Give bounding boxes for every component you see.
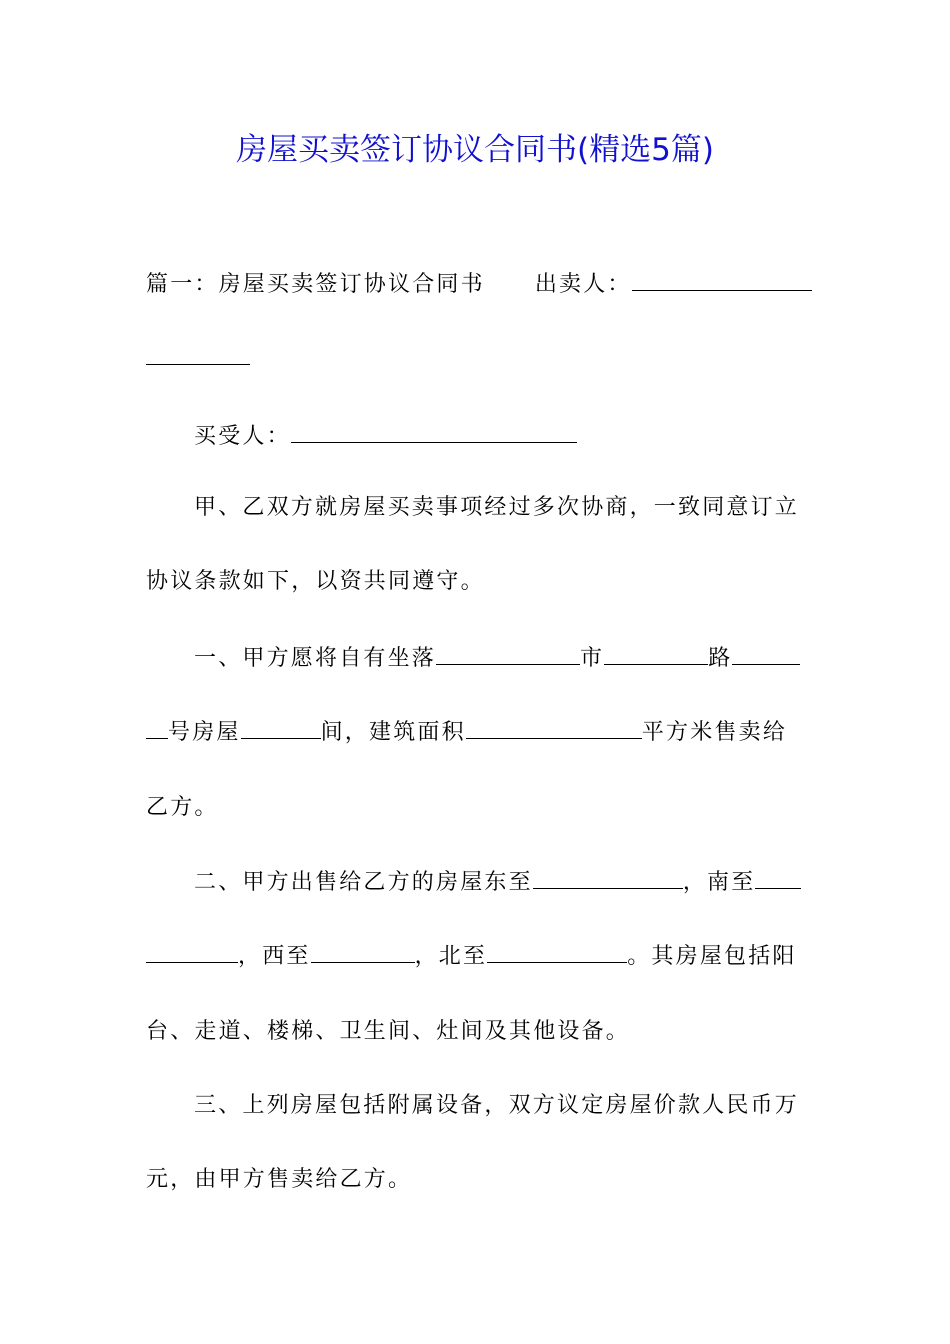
- seller-blank: [632, 268, 812, 291]
- buyer-label: 买受人：: [194, 424, 291, 449]
- section-heading: 篇一：房屋买卖签订协议合同书: [146, 272, 485, 297]
- section-heading-line: [146, 268, 812, 301]
- clause1-line-2: [146, 716, 787, 749]
- clause1-road: 路: [708, 646, 733, 671]
- blank-area: [466, 716, 642, 739]
- clause3-line-1: 三、上列房屋包括附属设备，双方议定房屋价款人民币万: [194, 1093, 800, 1118]
- clause1-house-no: 号房屋: [168, 720, 241, 745]
- blank-east: [533, 866, 683, 889]
- buyer-line: [194, 420, 577, 453]
- clause1-line-3: 乙方。: [146, 795, 219, 820]
- clause1-city: 市: [580, 646, 605, 671]
- clause2-line-2: [146, 940, 797, 973]
- clause2-line-3: 台、走道、楼梯、卫生间、灶间及其他设备。: [146, 1019, 631, 1044]
- seller-blank-2: [146, 342, 250, 365]
- clause1-tail: 平方米售卖给: [641, 720, 788, 745]
- intro-line-1: 甲、乙双方就房屋买卖事项经过多次协商，一致同意订立: [194, 495, 800, 520]
- clause2-west: ，西至: [238, 944, 311, 969]
- blank-city: [604, 642, 708, 665]
- clause2-prefix: 二、甲方出售给乙方的房屋东至: [194, 870, 533, 895]
- clause1-rooms: 间，建筑面积: [320, 720, 466, 745]
- blank-road: [732, 642, 800, 665]
- clause2-tail: 。其房屋包括阳: [627, 944, 797, 969]
- blank-rooms: [241, 716, 321, 739]
- clause2-north: ，北至: [414, 944, 488, 969]
- blank-location: [436, 642, 580, 665]
- clause3-line-2: 元，由甲方售卖给乙方。: [146, 1167, 413, 1192]
- clause1-prefix: 一、甲方愿将自有坐落: [194, 646, 437, 671]
- intro-line-2: 协议条款如下，以资共同遵守。: [146, 569, 485, 594]
- blank-south-2: [146, 940, 238, 963]
- buyer-blank: [291, 420, 577, 443]
- clause2-south: ，南至: [682, 870, 756, 895]
- blank-house-no: [146, 716, 168, 739]
- document-title: 房屋买卖签订协议合同书(精选5篇): [236, 132, 714, 168]
- clause1-line-1: [194, 642, 800, 675]
- blank-south: [755, 866, 801, 889]
- clause2-line-1: [194, 866, 801, 899]
- blank-north: [487, 940, 627, 963]
- seller-blank-continued: [146, 342, 250, 375]
- seller-label: 出卖人：: [534, 272, 632, 297]
- blank-west: [311, 940, 415, 963]
